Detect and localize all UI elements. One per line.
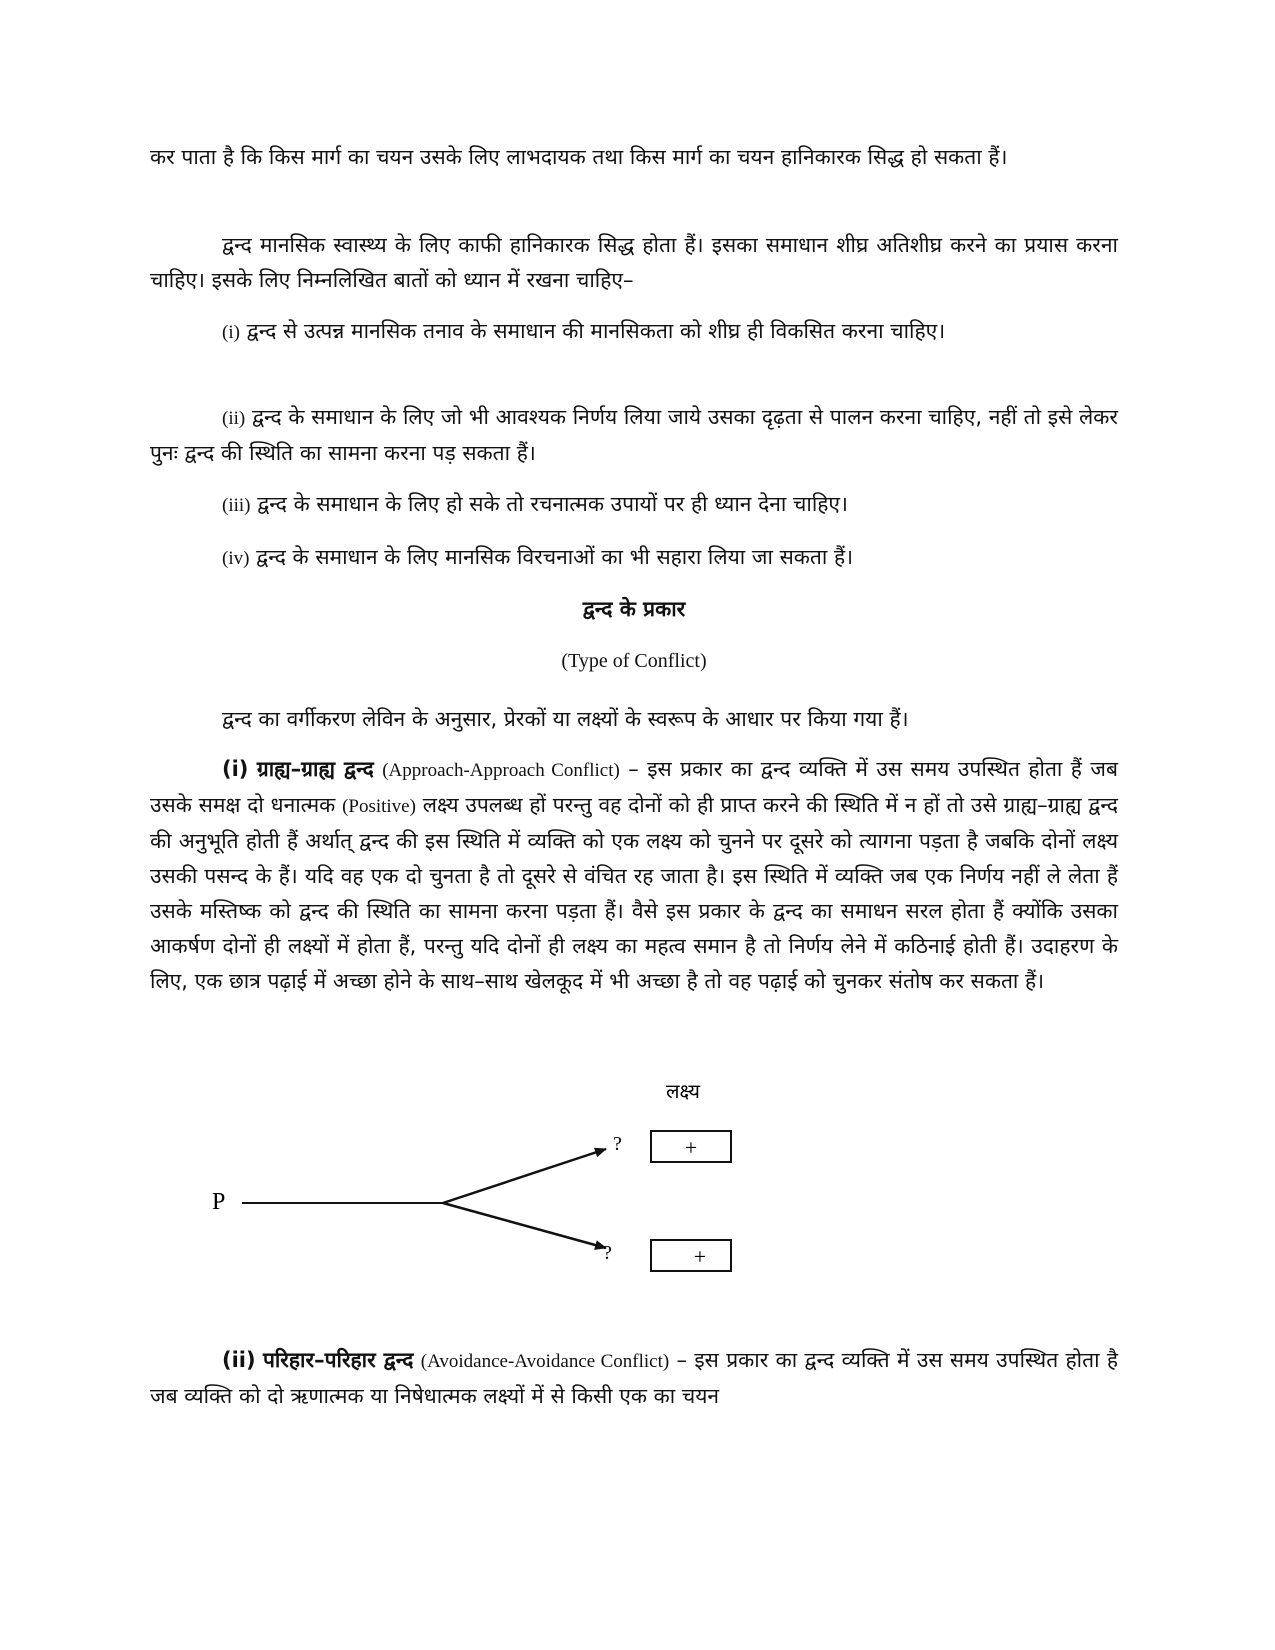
point-text: द्वन्द के समाधान के लिए मानसिक विरचनाओं का भी सहारा लिया जा सकता हैं। xyxy=(256,545,854,569)
type-text-cont: लक्ष्य उपलब्ध हों परन्तु वह दोनों को ही प्राप्त करने की स्थिति में न हों तो उसे ग्राह्य–ग्राह्य द्वन्द की अनुभूति होती हैं अर्थात् द्वन्द की इस स्थिति में व्यक्ति को एक लक्ष्य को चुनने पर दूसरे को त्यागना पड़ता है जबकि दोनों लक्ष्य उसकी पसन्द के हैं। यदि वह एक दो चुनता है तो दूसरे से वंचित रह जाता है। इस स्थिति में व्यक्ति जब एक निर्णय नहीं ले लेता हैं उसके मस्तिष्क को द्वन्द की स्थिति का सामना करना पड़ता हैं। वैसे इस प्रकार के द्वन्द का समाधन सरल होता हैं क्योंकि उसका आकर्षण दोनों ही लक्ष्यों में होता हैं, परन्तु यदि दोनों ही लक्ष्य का महत्व समान है तो निर्णय लेने में कठिनाई होती हैं। उदाहरण के लिए, एक छात्र पढ़ाई में अच्छा होने के साथ–साथ खेलकूद में भी अच्छा है तो वह पढ़ाई को चुनकर संतोष कर सकता हैं। xyxy=(150,793,1118,993)
arrow-upper xyxy=(443,1149,606,1203)
goal-sign-upper: + xyxy=(684,1135,698,1160)
section-heading: द्वन्द के प्रकार xyxy=(582,597,686,621)
point-number: (ii) xyxy=(222,408,246,429)
point-3 xyxy=(150,487,1118,523)
point-text: द्वन्द के समाधान के लिए जो भी आवश्यक निर्णय लिया जाये उसका दृढ़ता से पालन करना चाहिए, नहीं तो इसे लेकर पुनः द्वन्द की स्थिति का सामना करना पड़ सकता हैं। xyxy=(150,405,1118,465)
point-text: द्वन्द के समाधान के लिए हो सके तो रचनात्मक उपायों पर ही ध्यान देना चाहिए। xyxy=(257,492,848,516)
approach-approach-diagram xyxy=(0,1070,1275,1290)
type-title-english: (Avoidance-Avoidance Conflict) xyxy=(420,1351,670,1372)
question-mark-lower: ? xyxy=(603,1242,612,1264)
type-text: – इस प्रकार का द्वन्द व्यक्ति में उस समय उपस्थित होता हैं जब उसके समक्ष दो धनात्मक xyxy=(150,757,1118,817)
type-title: ग्राह्य–ग्राह्य द्वन्द xyxy=(256,757,374,781)
question-mark-upper: ? xyxy=(613,1133,622,1155)
paragraph-continuation: कर पाता है कि किस मार्ग का चयन उसके लिए लाभदायक तथा किस मार्ग का चयन हानिकारक सिद्ध हो सकता हैं। xyxy=(150,145,1008,169)
type-title: परिहार–परिहार द्वन्द xyxy=(262,1348,414,1372)
arrow-lower xyxy=(443,1203,606,1248)
person-label: P xyxy=(212,1189,226,1215)
point-4 xyxy=(150,540,1118,576)
paragraph-conflict-harm: द्वन्द मानसिक स्वास्थ्य के लिए काफी हानिकारक सिद्ध होता हैं। इसका समाधान शीघ्र अतिशीघ्र करने का प्रयास करना चाहिए। इसके लिए निम्नलिखित बातों को ध्यान में रखना चाहिए– xyxy=(150,233,1118,292)
paragraph-approach-approach xyxy=(150,752,1118,999)
type-text: – इस प्रकार का द्वन्द व्यक्ति में उस समय उपस्थित होता है जब व्यक्ति को दो ऋणात्मक या निषेधात्मक लक्ष्यों में से किसी एक का चयन xyxy=(150,1348,1119,1408)
point-number: (iv) xyxy=(222,548,250,569)
point-number: (iii) xyxy=(222,495,251,516)
paragraph-classification: द्वन्द का वर्गीकरण लेविन के अनुसार, प्रेरकों या लक्ष्यों के स्वरूप के आधार पर किया गया हैं। xyxy=(222,707,909,731)
type-title-english: (Approach-Approach Conflict) xyxy=(382,760,620,781)
point-text: द्वन्द से उत्पन्न मानसिक तनाव के समाधान की मानसिकता को शीघ्र ही विकसित करना चाहिए। xyxy=(246,319,946,343)
point-2 xyxy=(150,400,1118,471)
paragraph-avoidance-avoidance xyxy=(150,1343,1118,1414)
goal-label: लक्ष्य xyxy=(665,1081,701,1103)
goal-box-lower xyxy=(651,1240,731,1271)
type-number: (i) xyxy=(222,757,249,781)
section-subheading: (Type of Conflict) xyxy=(561,650,707,672)
term-english: (Positive) xyxy=(342,796,416,817)
point-number: (i) xyxy=(222,322,240,343)
point-1 xyxy=(150,314,1118,350)
type-number: (ii) xyxy=(222,1348,256,1372)
goal-sign-lower: + xyxy=(693,1244,707,1269)
